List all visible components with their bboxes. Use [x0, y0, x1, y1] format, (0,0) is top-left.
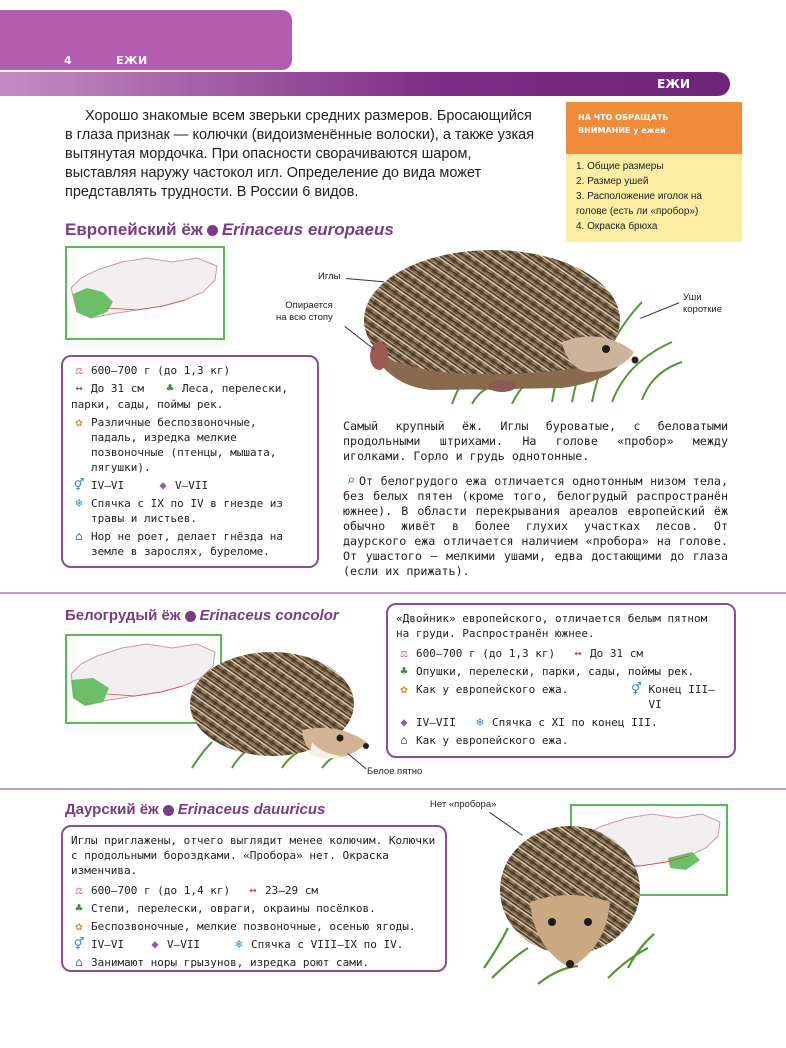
- fact-weight: ⚖ 600–700 г (до 1,3 кг): [71, 363, 309, 378]
- weight-icon: ⚖: [75, 363, 83, 377]
- fact-habitat: ♣ Опушки, перелески, парки, сады, поймы рек.: [396, 664, 726, 679]
- callout-white-patch: Белое пятно: [367, 766, 423, 777]
- habitat-icon: ♣: [166, 381, 174, 395]
- section-tab: [0, 10, 292, 70]
- fact-length-habitat: ↔ До 31 см ♣ Леса, перелески,: [71, 381, 309, 396]
- habitat-icon: ♣: [75, 901, 83, 915]
- facts-box-whitebreasted: [386, 603, 736, 758]
- callout-foot: Опирается на всю стопу: [276, 300, 333, 323]
- food-icon: ✿: [75, 415, 83, 429]
- fact-habitat: ♣ Степи, перелески, овраги, окраины посёлков.: [71, 901, 437, 916]
- young-icon: ◆: [400, 715, 408, 729]
- fact-shelter: ⌂ Занимают норы грызунов, изредка роют сами.: [71, 955, 437, 970]
- magnifier-icon: ⌕: [346, 473, 356, 489]
- fact-intro: Иглы приглажены, отчего выглядит менее колючим. Колючки с продольными бороздками. «Пробора» нет. Окраска изменчива.: [71, 834, 436, 877]
- attention-list: [566, 154, 742, 234]
- attention-note-heading: НА ЧТО ОБРАЩАТЬ ВНИМАНИЕ у ежей: [566, 102, 742, 154]
- callout-no-parting: Нет «пробора»: [430, 799, 497, 810]
- bullet-dot-icon: [163, 805, 174, 816]
- european-hedgehog-illustration: [352, 232, 692, 407]
- page-number: 4: [64, 54, 72, 67]
- range-map-european: [65, 246, 225, 340]
- species-name: Даурский ёж: [65, 801, 159, 818]
- fact-hibernation: ❄ Спячка с IX по IV в гнезде из травы и листьев.: [71, 496, 309, 526]
- mating-icon: ⚥: [631, 682, 642, 696]
- species-title-whitebreasted: [65, 607, 339, 624]
- fact-shelter: ⌂ Как у европейского ежа.: [396, 733, 726, 748]
- section-divider: [0, 592, 786, 594]
- snowflake-icon: ❄: [235, 937, 243, 951]
- fact-breeding-hibernation: ⚥ IV–VI ◆ V–VII ❄ Спячка с VIII–IX по IV.: [71, 937, 437, 952]
- daurian-hedgehog-illustration: [478, 818, 658, 988]
- mating-icon: ⚥: [73, 478, 85, 492]
- fact-habitat-cont: парки, сады, поймы рек.: [71, 398, 224, 411]
- nose-icon: [566, 960, 574, 968]
- home-icon: ⌂: [75, 955, 83, 969]
- snowflake-icon: ❄: [75, 496, 83, 510]
- intro-paragraph: Хорошо знакомые всем зверьки средних размеров. Бросающийся в глаза признак — колючки (видоизменённые волоски), а также узкая вытянутая мордочка. При опасности сворачиваются шаром, выставляя наружу частокол игл. Определение до вида может представлять трудности. В России 6 видов.: [65, 108, 535, 200]
- attention-note: [566, 102, 742, 242]
- attention-item: 3. Расположение иголок на голове (есть ли «пробор»): [576, 191, 702, 217]
- weight-icon: ⚖: [75, 883, 83, 897]
- nose-icon: [632, 357, 639, 364]
- eye-icon: [584, 918, 592, 926]
- species-latin: Erinaceus europaeus: [221, 220, 394, 239]
- home-icon: ⌂: [400, 733, 408, 747]
- european-comparison: ⌕ От белогрудого ежа отличается однотонным низом тела, без белых пятен (кроме того, белогрудый распространён южнее). В области перекрывания ареалов европейский ёж обычно живёт в более глухих участках лесов. От даурского ежа отличается наличием «пробора» на голове. От ушастого — мелкими ушами, едва достающими до глаза (если их прижать).: [343, 473, 728, 578]
- fact-weight-length: ⚖ 600–700 г (до 1,3 кг) ↔ До 31 см: [396, 646, 726, 661]
- fact-food: ✿ Различные беспозвоночные, падаль, изредка мелкие позвоночные (птенцы, мышата, лягушки).: [71, 415, 309, 475]
- attention-item: 1. Общие размеры: [576, 161, 664, 172]
- snowflake-icon: ❄: [476, 715, 484, 729]
- species-name: Европейский ёж: [65, 220, 203, 239]
- eye-icon: [337, 735, 344, 742]
- length-icon: ↔: [249, 883, 257, 897]
- attention-item: 4. Окраска брюха: [576, 221, 658, 232]
- bullet-dot-icon: [207, 225, 218, 236]
- fact-food-mating: ✿ Как у европейского ежа. ⚥ Конец III–VI: [396, 682, 726, 712]
- species-name: Белогрудый ёж: [65, 607, 181, 624]
- section-tab-title: ЕЖИ: [116, 54, 148, 67]
- species-title-european: [65, 220, 394, 240]
- young-icon: ◆: [151, 937, 159, 951]
- range-map-icon: [67, 248, 223, 338]
- food-icon: ✿: [400, 682, 408, 696]
- fact-food: ✿ Беспозвоночные, мелкие позвоночные, осенью ягоды.: [71, 919, 437, 934]
- nose-icon: [363, 743, 369, 749]
- species-latin: Erinaceus dauuricus: [177, 801, 326, 818]
- weight-icon: ⚖: [400, 646, 408, 660]
- european-description: Самый крупный ёж. Иглы буроватые, с беловатыми продольными штрихами. На голове «пробор» между иголками. Горло и грудь однотонные.: [343, 419, 728, 463]
- food-icon: ✿: [75, 919, 83, 933]
- whitebreasted-hedgehog-illustration: [172, 642, 372, 770]
- length-icon: ↔: [75, 381, 83, 395]
- fact-intro: «Двойник» европейского, отличается белым пятном на груди. Распространён южнее.: [396, 612, 708, 640]
- face-icon: [530, 895, 610, 968]
- fact-shelter: ⌂ Нор не роет, делает гнёзда на земле в зарослях, буреломе.: [71, 529, 309, 559]
- section-divider: [0, 788, 786, 790]
- callout-needles: Иглы: [318, 271, 341, 282]
- mating-icon: ⚥: [73, 937, 85, 951]
- band-title: ЕЖИ: [657, 77, 690, 91]
- fact-young-hibernation: ◆ IV–VII ❄ Спячка с XI по конец III.: [396, 715, 726, 730]
- species-latin: Erinaceus concolor: [199, 607, 339, 624]
- habitat-icon: ♣: [400, 664, 408, 678]
- home-icon: ⌂: [75, 529, 83, 543]
- length-icon: ↔: [574, 646, 582, 660]
- fact-breeding: ⚥ IV–VI ◆ V–VII: [71, 478, 309, 493]
- young-icon: ◆: [159, 478, 167, 492]
- fact-weight-length: ⚖ 600–700 г (до 1,4 кг) ↔ 23–29 см: [71, 883, 437, 898]
- callout-ears: Уши короткие: [683, 292, 723, 315]
- eye-icon: [602, 345, 610, 353]
- bullet-dot-icon: [185, 611, 196, 622]
- attention-item: 2. Размер ушей: [576, 176, 649, 187]
- facts-box-daurian: [61, 825, 447, 972]
- species-title-daurian: [65, 801, 325, 818]
- facts-box-european: [61, 355, 319, 568]
- eye-icon: [548, 918, 556, 926]
- title-band: [0, 72, 730, 96]
